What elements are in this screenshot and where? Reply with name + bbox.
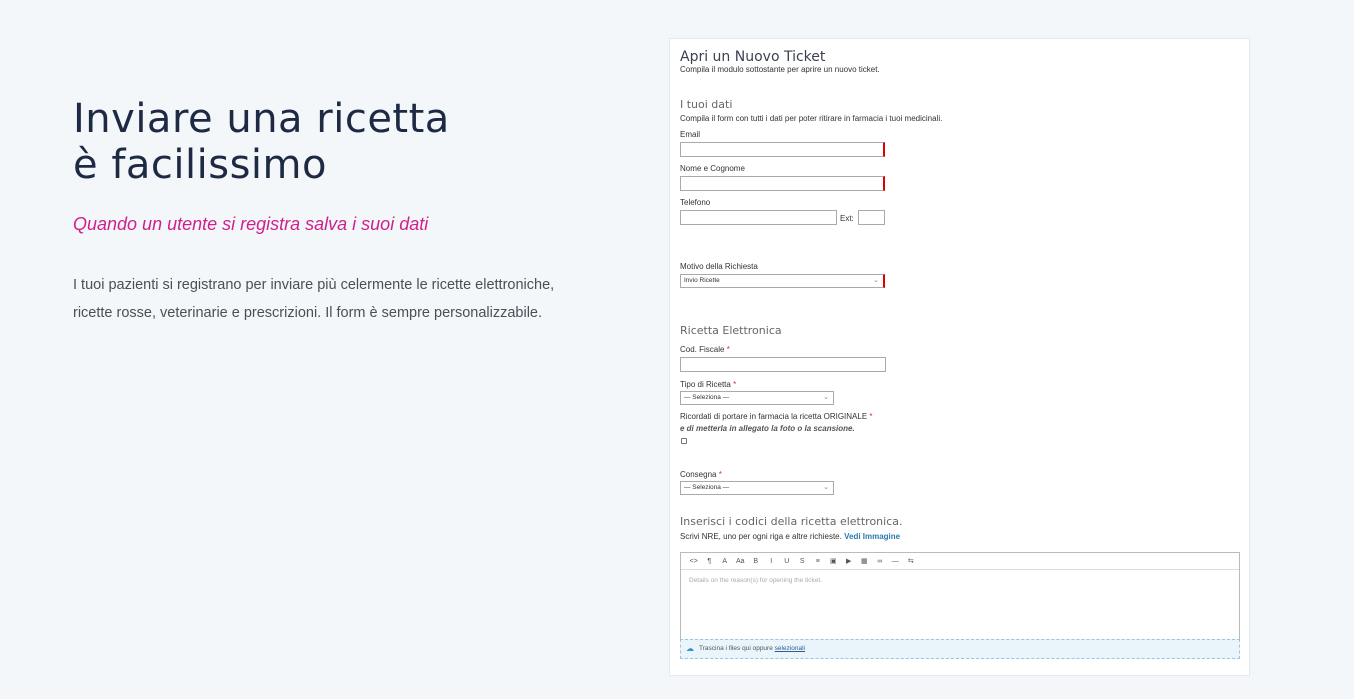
cf-label-text: Cod. Fiscale — [680, 345, 725, 354]
text-color-icon[interactable]: A — [722, 557, 728, 565]
reminder-label — [680, 412, 873, 422]
reminder-checkbox[interactable] — [681, 438, 687, 444]
tipo-label — [680, 380, 736, 390]
font-size-icon[interactable]: Aa — [735, 557, 745, 565]
link-icon[interactable]: ∞ — [877, 557, 883, 565]
video-icon[interactable]: ▶ — [846, 558, 852, 565]
underline-icon[interactable]: U — [784, 557, 790, 565]
email-field[interactable] — [680, 142, 885, 157]
editor-placeholder: Details on the reason(s) for opening the ticket. — [689, 577, 822, 584]
section-codes-desc — [680, 532, 900, 542]
reason-select-value: Invio Ricette — [684, 277, 720, 284]
section-codes-desc-text: Scrivi NRE, uno per ogni riga e altre richieste. — [680, 532, 842, 541]
select-files-link[interactable]: selezionali — [774, 645, 805, 652]
editor-toolbar — [681, 553, 1239, 570]
cloud-upload-icon: ☁ — [686, 644, 694, 653]
file-dropzone[interactable] — [680, 639, 1240, 659]
table-icon[interactable]: ▦ — [860, 558, 868, 565]
hero-desc-line1: I tuoi pazienti si registrano per inviare più celermente le ricette elettroniche, — [73, 277, 555, 293]
horizontal-rule-icon[interactable]: — — [891, 557, 899, 565]
hero-description — [73, 271, 593, 327]
ticket-form-card — [669, 38, 1250, 676]
view-image-link[interactable]: Vedi Immagine — [844, 532, 901, 541]
hero-subtitle: Quando un utente si registra salva i suoi dati — [73, 214, 429, 234]
list-icon[interactable]: ≡ — [815, 557, 820, 565]
consegna-select-value: — Seleziona — — [684, 484, 730, 491]
required-mark: * — [733, 380, 737, 389]
consegna-select[interactable] — [680, 481, 834, 495]
form-intro: Compila il modulo sottostante per aprire un nuovo ticket. — [680, 65, 880, 74]
cf-field[interactable] — [680, 357, 886, 372]
reminder-note: e di metterla in allegato la foto o la scansione. — [680, 424, 855, 433]
required-mark: * — [869, 412, 873, 421]
strikethrough-icon[interactable]: S — [799, 557, 805, 565]
reason-label: Motivo della Richiesta — [680, 262, 758, 271]
hero-desc-line2: ricette rosse, veterinarie e prescrizioni. Il form è sempre personalizzabile. — [73, 305, 543, 321]
name-field[interactable] — [680, 176, 885, 191]
dropzone-text: Trascina i files qui oppure — [699, 645, 773, 652]
email-label: Email — [680, 130, 701, 139]
required-mark: * — [726, 345, 730, 354]
section-codes-title: Inserisci i codici della ricetta elettronica. — [680, 515, 903, 528]
tipo-select-value: — Seleziona — — [684, 394, 730, 401]
code-view-icon[interactable]: <> — [689, 557, 698, 565]
cf-label — [680, 345, 730, 355]
form-title: Apri un Nuovo Ticket — [680, 49, 826, 65]
image-icon[interactable]: ▣ — [829, 558, 837, 565]
hero — [73, 96, 593, 327]
required-mark: * — [718, 470, 722, 479]
chevron-down-icon: ⌄ — [823, 394, 829, 401]
hero-title-line2: è facilissimo — [73, 142, 327, 188]
consegna-label — [680, 470, 722, 480]
chevron-down-icon: ⌄ — [823, 484, 829, 491]
phone-label: Telefono — [680, 198, 711, 207]
chevron-down-icon: ⌄ — [873, 277, 879, 284]
phone-field[interactable] — [680, 210, 837, 225]
reminder-label-text: Ricordati di portare in farmacia la ricetta ORIGINALE — [680, 412, 868, 421]
reason-select[interactable] — [680, 274, 885, 288]
text-direction-icon[interactable]: ⇆ — [907, 558, 914, 565]
name-label: Nome e Cognome — [680, 164, 745, 173]
bold-icon[interactable]: B — [753, 557, 759, 565]
ext-field[interactable] — [858, 210, 885, 225]
italic-icon[interactable]: I — [770, 557, 773, 565]
section-your-data-desc: Compila il form con tutti i dati per poter ritirare in farmacia i tuoi medicinali. — [680, 114, 943, 123]
hero-title-line1: Inviare una ricetta — [73, 96, 450, 142]
hero-title — [73, 96, 593, 188]
tipo-select[interactable] — [680, 391, 834, 405]
section-your-data-title: I tuoi dati — [680, 98, 733, 111]
paragraph-icon[interactable]: ¶ — [707, 557, 712, 565]
section-prescription-title: Ricetta Elettronica — [680, 324, 782, 337]
ext-label: Ext: — [840, 214, 854, 223]
consegna-label-text: Consegna — [680, 470, 717, 479]
tipo-label-text: Tipo di Ricetta — [680, 380, 731, 389]
